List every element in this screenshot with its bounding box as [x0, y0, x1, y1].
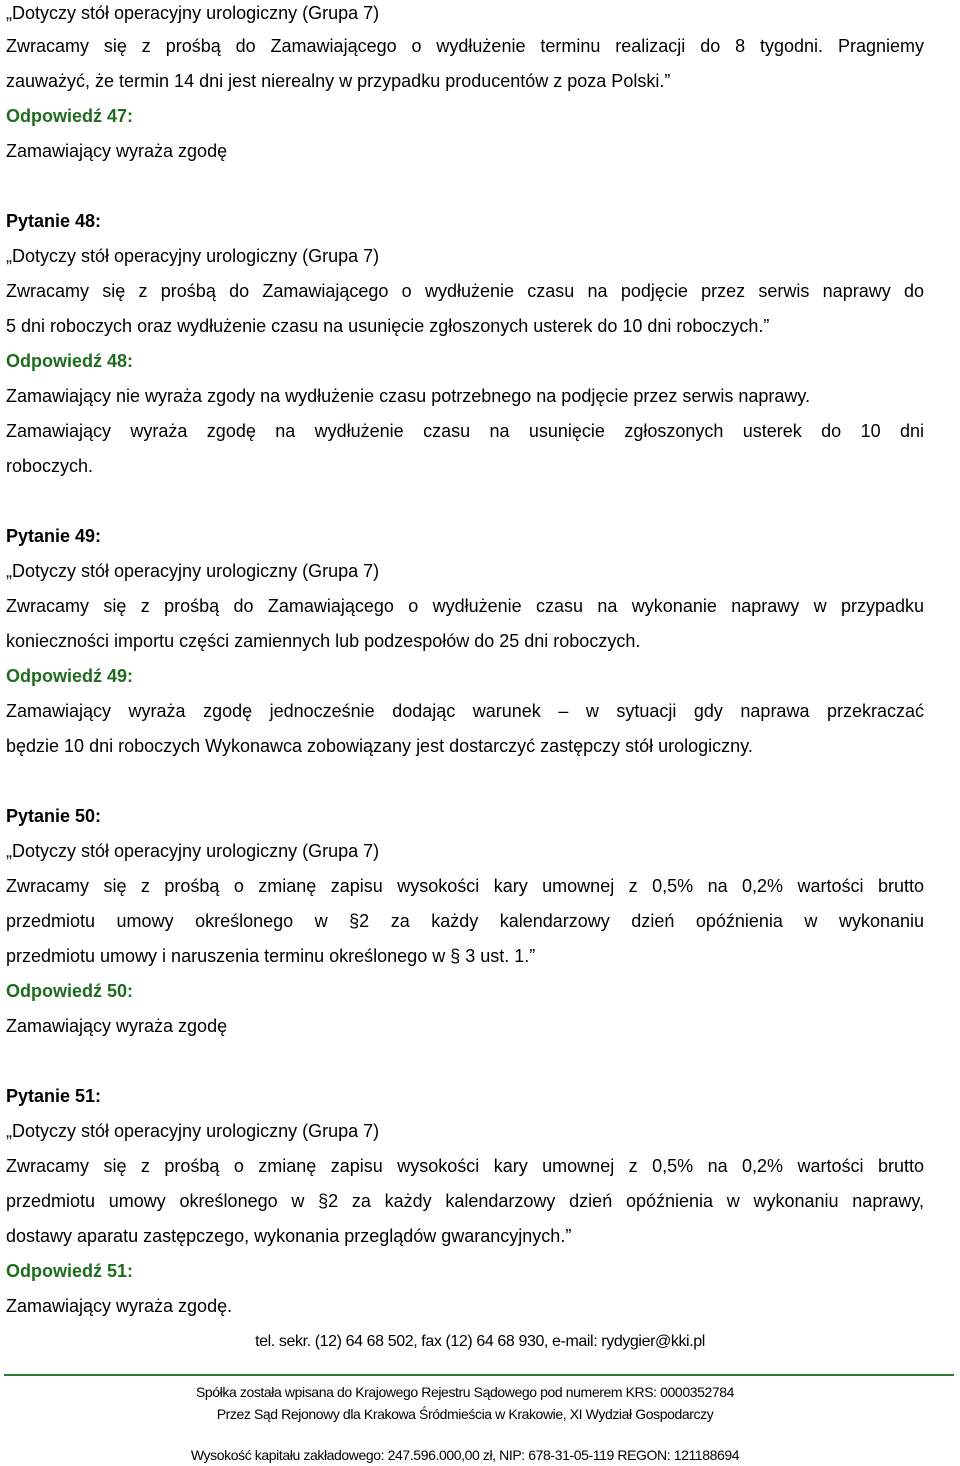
question-49-text-line-2: konieczności importu części zamiennych lub podzespołów do 25 dni roboczych. — [6, 631, 641, 651]
question-50-text-line-1: Zwracamy się z prośbą o zmianę zapisu wysokości kary umownej z 0,5% na 0,2% wartości brutto — [6, 876, 924, 896]
answer-49-heading: Odpowiedź 49: — [6, 666, 134, 686]
answer-49-text-line-1: Zamawiający wyraża zgodę jednocześnie dodając warunek – w sytuacji gdy naprawa przekraczać — [6, 701, 924, 721]
question-51-text-line-3: dostawy aparatu zastępczego, wykonania przeglądów gwarancyjnych.” — [6, 1226, 572, 1246]
question-50-text-line-2: przedmiotu umowy określonego w §2 za każdy kalendarzowy dzień opóźnienia w wykonaniu — [6, 911, 924, 931]
answer-48-text-line-1: Zamawiający nie wyraża zgody na wydłużenie czasu potrzebnego na podjęcie przez serwis naprawy. — [6, 386, 811, 406]
question-51-heading: Pytanie 51: — [6, 1086, 102, 1106]
answer-48-heading: Odpowiedź 48: — [6, 351, 134, 371]
answer-48-text-line-3: roboczych. — [6, 456, 94, 476]
question-49-heading: Pytanie 49: — [6, 526, 102, 546]
question-50-subject: „Dotyczy stół operacyjny urologiczny (Grupa 7) — [6, 841, 380, 861]
answer-49-text-line-2: będzie 10 dni roboczych Wykonawca zobowiązany jest dostarczyć zastępczy stół urologiczny. — [6, 736, 753, 756]
answer-51-heading: Odpowiedź 51: — [6, 1261, 134, 1281]
answer-50-text: Zamawiający wyraża zgodę — [6, 1016, 228, 1036]
answer-47-text: Zamawiający wyraża zgodę — [6, 141, 228, 161]
question-50-text-line-3: przedmiotu umowy i naruszenia terminu określonego w § 3 ust. 1.” — [6, 946, 536, 966]
footer-registry-line-2: Przez Sąd Rejonowy dla Krakowa Śródmieścia w Krakowie, XI Wydział Gospodarczy — [216, 1406, 714, 1422]
question-48-subject: „Dotyczy stół operacyjny urologiczny (Grupa 7) — [6, 246, 380, 266]
answer-51-text: Zamawiający wyraża zgodę. — [6, 1296, 233, 1316]
question-50-heading: Pytanie 50: — [6, 806, 102, 826]
question-48-text-line-2: 5 dni roboczych oraz wydłużenie czasu na usunięcie zgłoszonych usterek do 10 dni roboczych.” — [6, 316, 770, 336]
question-47-text-line-1: Zwracamy się z prośbą do Zamawiającego o wydłużenie terminu realizacji do 8 tygodni. Pragniemy — [6, 36, 924, 56]
question-51-text-line-2: przedmiotu umowy określonego w §2 za każdy kalendarzowy dzień opóźnienia w wykonaniu naprawy, — [6, 1191, 924, 1211]
question-51-subject: „Dotyczy stół operacyjny urologiczny (Grupa 7) — [6, 1121, 380, 1141]
question-47-text-line-2: zauważyć, że termin 14 dni jest nierealny w przypadku producentów z poza Polski.” — [6, 71, 671, 91]
question-49-subject: „Dotyczy stół operacyjny urologiczny (Grupa 7) — [6, 561, 380, 581]
answer-48-text-line-2: Zamawiający wyraża zgodę na wydłużenie czasu na usunięcie zgłoszonych usterek do 10 dni — [6, 421, 924, 441]
question-49-text-line-1: Zwracamy się z prośbą do Zamawiającego o wydłużenie czasu na wykonanie naprawy w przypadku — [6, 596, 924, 616]
footer-contact: tel. sekr. (12) 64 68 502, fax (12) 64 68 930, e-mail: rydygier@kki.pl — [255, 1333, 705, 1350]
footer-divider — [4, 1374, 954, 1376]
footer-capital: Wysokość kapitału zakładowego: 247.596.000,00 zł, NIP: 678-31-05-119 REGON: 121188694 — [190, 1447, 740, 1463]
question-51-text-line-1: Zwracamy się z prośbą o zmianę zapisu wysokości kary umownej z 0,5% na 0,2% wartości brutto — [6, 1156, 924, 1176]
question-47-subject: „Dotyczy stół operacyjny urologiczny (Grupa 7) — [6, 3, 380, 23]
answer-47-heading: Odpowiedź 47: — [6, 106, 134, 126]
answer-50-heading: Odpowiedź 50: — [6, 981, 134, 1001]
question-48-text-line-1: Zwracamy się z prośbą do Zamawiającego o wydłużenie czasu na podjęcie przez serwis naprawy do — [6, 281, 924, 301]
question-48-heading: Pytanie 48: — [6, 211, 102, 231]
footer-registry-line-1: Spółka została wpisana do Krajowego Rejestru Sądowego pod numerem KRS: 0000352784 — [195, 1384, 735, 1400]
